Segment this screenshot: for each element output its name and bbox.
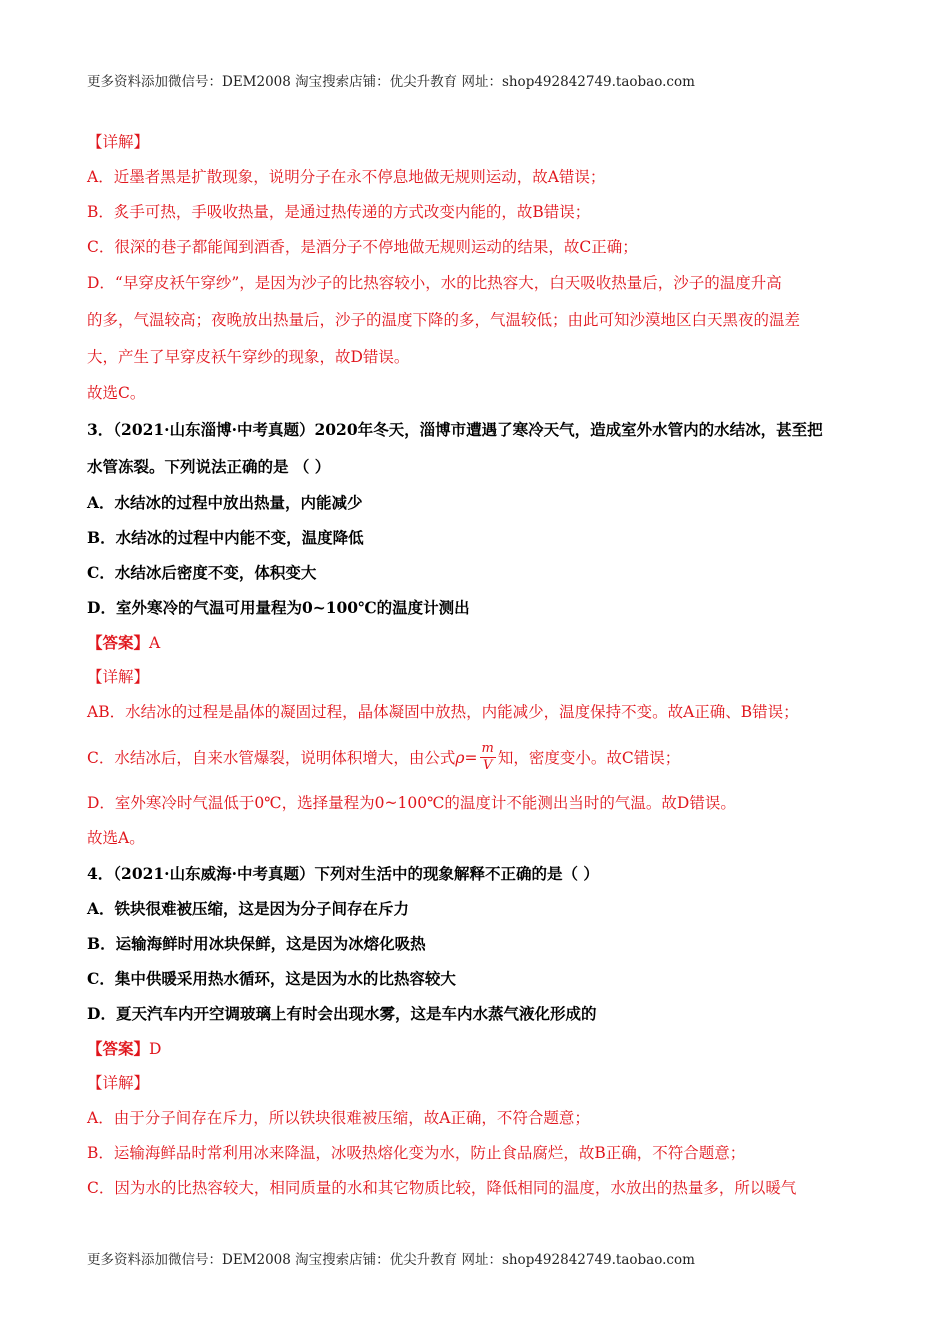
detail-label: 【详解】 (87, 1074, 150, 1092)
explanation-line: AB．水结冰的过程是晶体的凝固过程，晶体凝固中放热，内能减少，温度保持不变。故A正确、B错误； (87, 703, 799, 721)
density-fraction (480, 741, 496, 774)
explanation-line: A．近墨者黑是扩散现象，说明分子在永不停息地做无规则运动，故A错误； (87, 168, 606, 186)
answer-value: D (149, 1040, 162, 1058)
explanation-line: D．室外寒冷时气温低于0℃，选择量程为0~100℃的温度计不能测出当时的气温。故D错误。 (87, 794, 736, 812)
option-d: D．夏天汽车内开空调玻璃上有时会出现水雾，这是车内水蒸气液化形成的 (87, 1004, 597, 1023)
conclusion: 故选C。 (87, 384, 146, 402)
page-footer: 更多资料添加微信号：DEM2008 淘宝搜索店铺：优尖升教育 网址：shop492842749.taobao.com (87, 1252, 695, 1268)
option-b: B．运输海鲜时用冰块保鲜，这是因为冰熔化吸热 (87, 934, 426, 953)
explanation-line: B．炙手可热，手吸收热量，是通过热传递的方式改变内能的，故B错误； (87, 203, 591, 221)
detail-label: 【详解】 (87, 133, 150, 151)
answer-row (87, 1031, 867, 1066)
answer-row (87, 625, 867, 660)
explanation-line: A．由于分子间存在斥力，所以铁块很难被压缩，故A正确，不符合题意； (87, 1109, 590, 1127)
explanation-line: C．因为水的比热容较大，相同质量的水和其它物质比较，降低相同的温度，水放出的热量多，所以暖气 (87, 1179, 797, 1197)
formula-rho: ρ (455, 749, 465, 767)
question-4-stem: 4．（2021·山东威海·中考真题）下列对生活中的现象解释不正确的是（ ） (87, 864, 599, 883)
explanation-line: B．运输海鲜品时常利用冰来降温，冰吸热熔化变为水，防止食品腐烂，故B正确，不符合题意； (87, 1144, 746, 1162)
explanation-line-formula (87, 730, 867, 786)
answer-label: 【答案】 (87, 1039, 150, 1058)
option-c: C．水结冰后密度不变，体积变大 (87, 563, 317, 582)
option-a: A．水结冰的过程中放出热量，内能减少 (87, 493, 363, 512)
explanation-line: 的多，气温较高；夜晚放出热量后，沙子的温度下降的多，气温较低；由此可知沙漠地区白天黑夜的温差 (87, 311, 801, 329)
page-header: 更多资料添加微信号：DEM2008 淘宝搜索店铺：优尖升教育 网址：shop492842749.taobao.com (87, 74, 695, 90)
question-3-stem-cont: 水管冻裂。下列说法正确的是 （ ） (87, 457, 331, 476)
option-b: B．水结冰的过程中内能不变，温度降低 (87, 528, 364, 547)
document-body (87, 125, 867, 1206)
explanation-text: C．水结冰后，自来水管爆裂，说明体积增大，由公式 (87, 749, 456, 767)
option-d: D．室外寒冷的气温可用量程为0~100℃的温度计测出 (87, 598, 470, 617)
explanation-line: D．“早穿皮袄午穿纱”，是因为沙子的比热容较小，水的比热容大，白天吸收热量后，沙子的温度升高 (87, 274, 782, 292)
conclusion: 故选A。 (87, 829, 145, 847)
explanation-line: C．很深的巷子都能闻到酒香，是酒分子不停地做无规则运动的结果，故C正确； (87, 238, 638, 256)
explanation-line: 大，产生了早穿皮袄午穿纱的现象，故D错误。 (87, 348, 410, 366)
question-3-stem: 3．（2021·山东淄博·中考真题）2020年冬天，淄博市遭遇了寒冷天气，造成室外水管内的水结冰，甚至把 (87, 420, 823, 439)
fraction-denominator: V (482, 757, 493, 773)
answer-label: 【答案】 (87, 633, 150, 652)
option-c: C．集中供暖采用热水循环，这是因为水的比热容较大 (87, 969, 456, 988)
answer-value: A (149, 634, 161, 652)
formula-equals: = (464, 749, 478, 767)
option-a: A．铁块很难被压缩，这是因为分子间存在斥力 (87, 899, 410, 918)
detail-label: 【详解】 (87, 668, 150, 686)
fraction-numerator: m (481, 740, 494, 756)
explanation-text: 知，密度变小。故C错误； (497, 749, 681, 767)
